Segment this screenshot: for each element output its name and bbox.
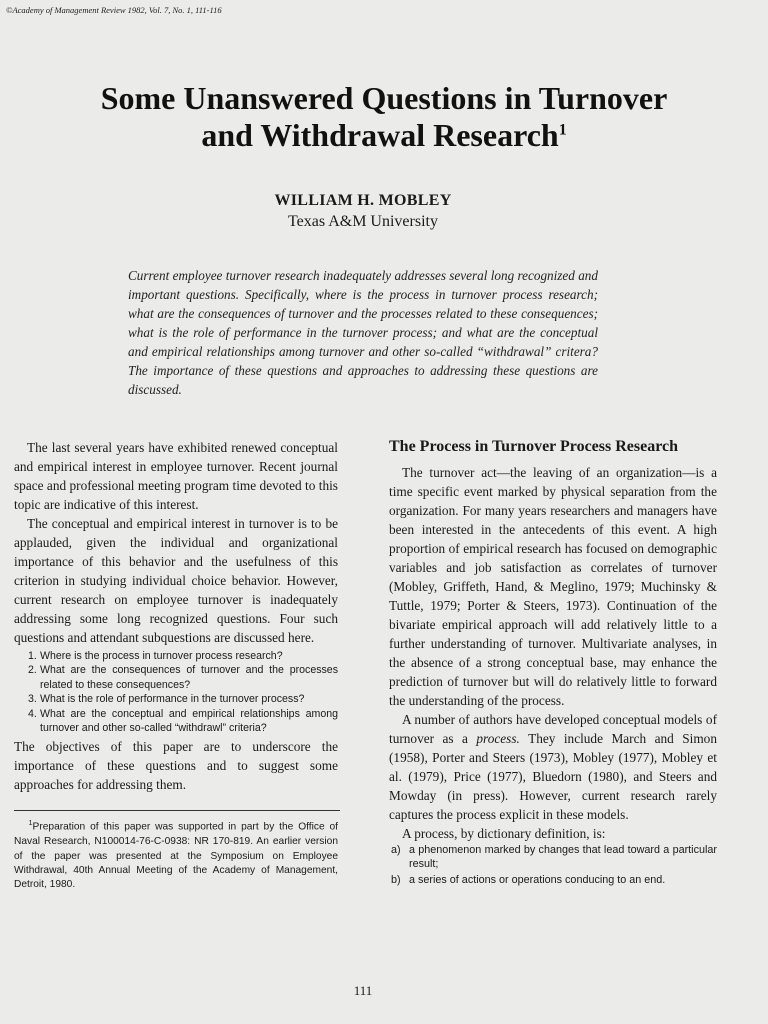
title-line-1: Some Unanswered Questions in Turnover [100,80,668,116]
footnote-mark: 1 [28,820,33,828]
left-column [14,438,338,893]
abstract: Current employee turnover research inadequately addresses several long recognized and important questions. Specifically, where is the process in turnover process research; what are the consequences of turnover and the processes related to these consequences; what is the role of performance in the turnover process; and what are the conceptual and empirical relationships among turnover and other so-called “withdrawal” critera? The importance of these questions and approaches to addressing these questions are discussed. [128,268,598,397]
question-number: 2. [28,664,37,677]
author-affiliation: Texas A&M University [288,213,438,230]
question-item [14,663,338,692]
question-number: 3. [28,693,37,706]
paragraph-2-end: They include March and Simon (1958), Porter and Steers (1973), Mobley (1977), Mobley et al. (1979), Price (1977), Bluedorn (1980), and Steers and Mowday (in press). However, current research rarely captures the process explicit in these models. [389,731,717,822]
footnote-text: Preparation of this paper was supported in part by the Office of Naval Research, N100014-76-C-0938: NR 170-819. An earlier version of the paper was presented at the Symposium on Employee Withdrawal, 40th Annual Meeting of the Academy of Management, Detroit, 1980. [14,821,338,891]
question-item [14,649,338,663]
definition-item [389,843,717,872]
question-text: What are the consequences of turnover and the processes related to these consequences? [40,664,338,691]
process-emphasis: process. [476,731,520,746]
section-paragraph-3: A process, by dictionary definition, is: [402,826,606,841]
question-item [14,707,338,736]
question-text: What are the conceptual and empirical relationships among turnover and other so-called “withdrawl” criteria? [40,707,338,735]
footnote [14,817,338,892]
right-column [389,437,717,888]
paragraph-2-start: A number of authors have developed conceptual models of turnover as a [389,712,717,746]
definition-text: a phenomenon marked by changes that lead toward a particular result; [409,844,717,871]
title-footnote-mark: 1 [558,121,567,139]
section-paragraph-2 [389,710,717,824]
definition-list [389,843,717,887]
footnote-divider [14,810,340,811]
question-number: 1. [28,650,37,662]
question-item [14,692,338,706]
author-name: WILLIAM H. MOBLEY [274,192,452,209]
title-line-2-text: and Withdrawal Research [201,117,559,153]
section-heading: The Process in Turnover Process Research [389,438,679,455]
definition-label: b) [391,873,401,886]
question-text: What is the role of performance in the turnover process? [40,693,305,706]
definition-label: a) [391,844,401,856]
definition-item [389,873,717,887]
objectives-paragraph: The objectives of this paper are to underscore the importance of these questions and to suggest some approaches for addressing them. [14,739,338,793]
page-number: 111 [353,983,373,998]
title-line-2 [0,117,768,154]
journal-citation: ©Academy of Management Review 1982, Vol. 7, No. 1, 111-116 [6,5,222,15]
question-text: Where is the process in turnover process research? [40,650,283,662]
section-paragraph-1: The turnover act—the leaving of an organization—is a time specific event marked by physical separation from the organization. For many years researchers and managers have been interested in the antecedents of this event. A high proportion of empirical research has focused on demographic variables and job satisfaction as correlates of turnover (Mobley, Griffeth, Hand, & Meglino, 1979; Muchinsky & Tuttle, 1979; Porter & Steers, 1973). Continuation of the bivariate empirical approach will add relatively little to a further understanding of turnover. Multivariate analyses, in the absence of a strong conceptual base, may enhance the prediction of turnover but will do relatively little to forward the understanding of the process. [389,465,717,708]
paper-title [0,80,768,154]
intro-paragraph-1: The last several years have exhibited renewed conceptual and empirical interest in employee turnover. Recent journal space and professional meeting program time devoted to this topic are indicative of this interest. [14,440,338,512]
question-list [14,649,338,735]
intro-paragraph-2: The conceptual and empirical interest in turnover is to be applauded, given the individual and organizational importance of this behavior and the usefulness of this criterion in studying individual choice behavior. However, current research on employee turnover is inadequately addressing some long recognized questions. Four such questions and attendant subquestions are discussed here. [14,516,338,645]
question-number: 4. [28,707,37,720]
definition-text: a series of actions or operations conducing to an end. [409,873,666,886]
